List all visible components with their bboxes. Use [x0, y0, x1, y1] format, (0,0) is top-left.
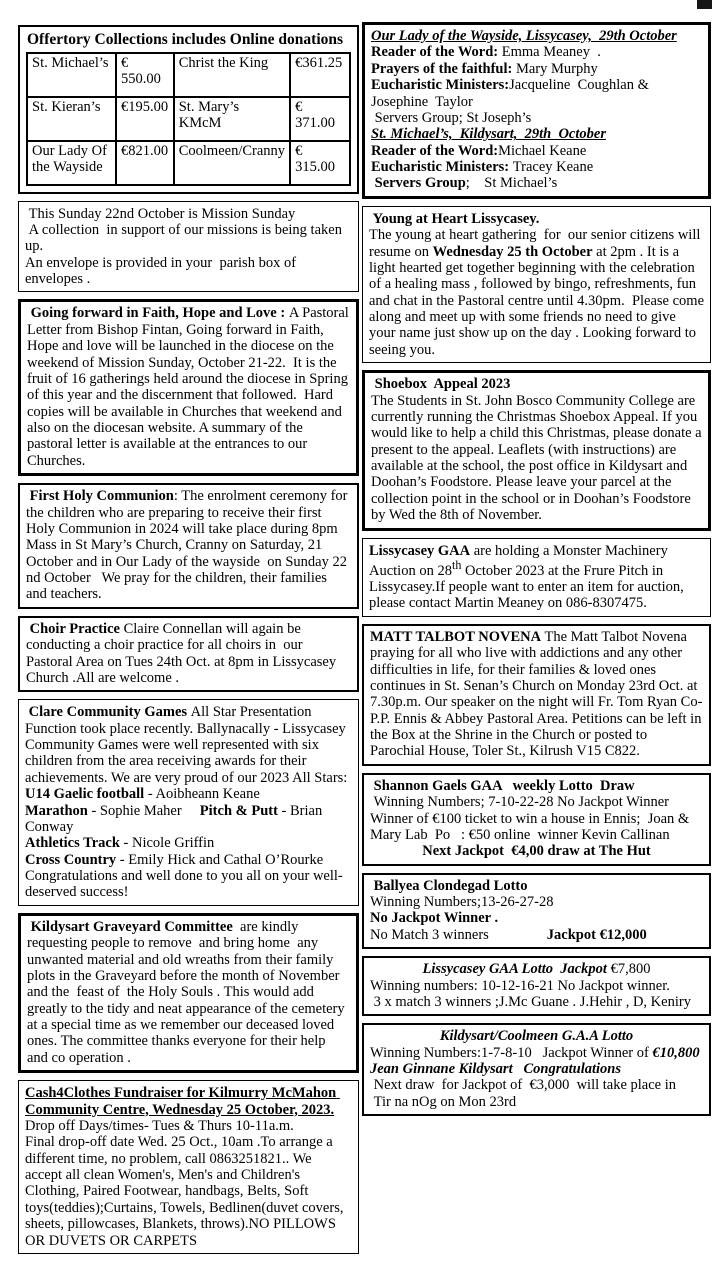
section-paragraph: Lissycasey GAA are holding a Monster Machinery Auction on 28th October 2023 at the Frure Pitch in Lissycasey.If people want to enter an item for auction, please contact Martin Meaney on 086-8307475. [369, 542, 688, 612]
shannon-gaels-lotto-box [362, 773, 711, 866]
offertory-title: Offertory Collections includes Online donations [27, 31, 344, 48]
ministries-rota-box [362, 22, 711, 199]
section-heading: Cash4Clothes Fundraiser for Kilmurry McMahon Community Centre, Wednesday 25 October, 2023. [25, 1085, 340, 1118]
award-line: Cross Country - Emily Hick and Cathal O’Rourke [25, 851, 324, 868]
section-heading: Young at Heart Lissycasey. [369, 210, 540, 227]
table-row [27, 97, 350, 141]
church-name: St. Michael’s [27, 53, 116, 97]
kildysart-coolmeen-lotto-box [362, 1023, 711, 1116]
award-outro: Congratulations and well done to you all on your well-deserved success! [25, 868, 343, 901]
church-name: Coolmeen/Cranny [174, 141, 290, 185]
amount: € 315.00 [290, 141, 350, 185]
rota-line: Prayers of the faithful: Mary Murphy [371, 60, 598, 77]
rota-line: Eucharistic Ministers:Jacqueline Coughlan & Josephine Taylor [371, 77, 653, 110]
amount: € 550.00 [116, 53, 174, 97]
mission-line: An envelope is provided in your parish box of envelopes . [25, 254, 300, 287]
rota-line: Servers Group; St Michael’s [371, 175, 558, 192]
section-paragraph: The Students in St. John Bosco Community College are currently running the Christmas Shoebox Appeal. If you would like to help a child this Christmas, please donate a present to the appeal. Leaflets (with instructions) are available at the school, the post office in Kildysart and Doohan’s Foodstore. Please leave your parcel at the collection point in the school or in Doohan’s Foodstore by Wed the 8th of November. [371, 392, 706, 524]
church-name: Our Lady Of the Wayside [27, 141, 116, 185]
section-paragraph: MATT TALBOT NOVENA The Matt Talbot Novena praying for all who live with addictions and any other difficulties in life, for their families & loved ones continues in St. Senan’s Church on Monday 23rd Oct. at 7.30p.m. Our speaker on the night will Fr. Tom Ryan Co-P.P. Ennis & Abbey Pastoral Area. Petitions can be left in the Box at the Shrine in the Church or posted to Parochial House, Toler St., Kilrush V15 C822. [370, 628, 706, 760]
lotto-line: Winner of €100 ticket to win a house in Ennis; Joan & Mary Lab Po : €50 online winner Kevin Callinan [370, 810, 693, 843]
lotto-line: 3 x match 3 winners ;J.Mc Guane . J.Hehir , D, Keniry [370, 993, 691, 1010]
section-paragraph: First Holy Communion: The enrolment ceremony for the children who are preparing to receive their first Holy Communion in 2024 will take place during 8pm Mass in St Mary’s Church, Cranny on Saturday, 21 October and in Our Lady of the wayside on Sunday 22 nd October We pray for the children, their families and teachers. [26, 488, 352, 603]
church-name: Christ the King [174, 53, 290, 97]
cash4clothes-box [18, 1080, 359, 1254]
section-heading: First Holy Communion [26, 488, 174, 505]
mission-line: This Sunday 22nd October is Mission Sunday [25, 205, 296, 222]
section-heading: MATT TALBOT NOVENA [370, 628, 542, 645]
ballyea-lotto-box [362, 873, 711, 950]
amount: €361.25 [290, 53, 350, 97]
lotto-line: Tir na nOg on Mon 23rd [370, 1093, 517, 1110]
rota-church-header: Our Lady of the Wayside, Lissycasey, 29th October [371, 28, 677, 44]
graveyard-committee-box [18, 913, 359, 1073]
church-name: St. Mary’s KMcM [174, 97, 290, 141]
left-column [18, 0, 359, 1261]
table-row [27, 53, 350, 97]
lotto-line: No Match 3 winners Jackpot €12,000 [370, 926, 647, 943]
rota-line: Reader of the Word:Michael Keane [371, 142, 587, 159]
lotto-next-jackpot: Next Jackpot €4,00 draw at The Hut [422, 843, 651, 860]
amount: € 371.00 [290, 97, 350, 141]
section-heading: Kildysart Graveyard Committee [27, 918, 237, 935]
section-paragraph [25, 1085, 352, 1118]
rota-church-header: St. Michael’s, Kildysart, 29th October [371, 126, 606, 143]
offertory-collections-box [18, 25, 359, 194]
cash4clothes-body: Final drop-off date Wed. 25 Oct., 10am .To arrange a different time, no problem, call 0863251821.. We accept all clean Women's, Men's and Children's Clothing, Paired Footwear, handbags, Belts, Soft toys(teddies);Curtains, Towels, Bedlinen(duvet covers, sheets, pillowcases, Blankets, throws).NO PILLOWS OR DUVETS OR CARPETS [25, 1134, 348, 1249]
community-games-box [18, 699, 359, 906]
shoebox-appeal-box [362, 370, 711, 530]
section-heading: Ballyea Clondegad Lotto [370, 877, 528, 894]
lotto-line: Next draw for Jackpot of €3,000 will take place in [370, 1077, 677, 1094]
first-holy-communion-box [18, 483, 359, 609]
section-heading: Going forward in Faith, Hope and Love : [27, 305, 289, 322]
lotto-line: Winning Numbers; 7-10-22-28 No Jackpot Winner [370, 794, 669, 811]
section-heading: Clare Community Games [25, 704, 191, 721]
award-line: Marathon - Sophie Maher Pitch & Putt - Brian Conway [25, 802, 326, 835]
going-forward-box [18, 299, 359, 476]
section-heading: Choir Practice [26, 620, 124, 637]
matt-talbot-novena-box [362, 624, 711, 766]
section-heading: Shannon Gaels GAA weekly Lotto Draw [370, 777, 635, 794]
rota-line: Servers Group; St Joseph’s [371, 109, 532, 126]
choir-practice-box [18, 616, 359, 693]
section-heading: Shoebox Appeal 2023 [371, 376, 511, 393]
offertory-table [26, 52, 351, 186]
rota-line: Reader of the Word: Emma Meaney . [371, 44, 601, 61]
section-paragraph: Kildysart Graveyard Committee are kindly requesting people to remove and bring home any unwanted material and old wreaths from their family plots in the Graveyard before the month of November and the feast of the Holy Souls . This would add greatly to the tidy and neat appearance of the cemetery at a special time as we remember our deceased loved ones. The committee thanks everyone for their help and co operation . [27, 918, 349, 1066]
lotto-line: No Jackpot Winner . [370, 910, 499, 927]
amount: €195.00 [116, 97, 174, 141]
section-paragraph: The young at heart gathering for our senior citizens will resume on Wednesday 25 th October at 2pm . It is a light hearted get together beginning with the celebration of a healing mass , followed by bingo, refreshments, fun and chat in the Pastoral centre until 4.30pm. Please come along and meet up with some friends no need to give your name just show up on the day . Looking forward to seeing you. [369, 227, 708, 358]
section-paragraph: Choir Practice Claire Connellan will again be conducting a choir practice for all choirs in our Pastoral Area on Tues 24th Oct. at 8pm in Lissycasey Church .All are welcome . [26, 620, 340, 686]
machinery-auction-box [362, 538, 711, 617]
lissycasey-lotto-box [362, 956, 711, 1016]
mission-sunday-box [18, 201, 359, 293]
section-paragraph: Going forward in Faith, Hope and Love : A Pastoral Letter from Bishop Fintan, Going forward in Faith, Hope and love will be launched in the diocese on the weekend of Mission Sunday, October 21-22. It is the fruit of 16 gatherings held around the diocese in Spring of this year and the discernment that followed. Hard copies will be available in Churches that weekend and also on the diocesan website. A summary of the pastoral letter is available at the entrances to our Churches. [27, 305, 353, 469]
cash4clothes-line: Drop off Days/times- Tues & Thurs 10-11a.m. [25, 1117, 294, 1134]
section-heading: Lissycasey GAA Lotto Jackpot €7,800 [422, 961, 651, 978]
award-line: U14 Gaelic football - Aoibheann Keane [25, 786, 260, 803]
rota-line: Eucharistic Ministers: Tracey Keane [371, 159, 594, 175]
lotto-line: Winning Numbers;13-26-27-28 [370, 894, 554, 911]
section-heading: Kildysart/Coolmeen G.A.A Lotto [439, 1028, 634, 1045]
lotto-line: Winning numbers: 10-12-16-21 No Jackpot winner. [370, 977, 670, 994]
section-heading: Lissycasey GAA [369, 542, 471, 559]
section-paragraph: Clare Community Games All Star Presentation Function took place recently. Ballynacally - Lissycasey Community Games were well represented with six children from the area receiving awards for their achievements. We are very proud of our 2023 All Stars: [25, 704, 350, 786]
award-line: Athletics Track - Nicole Griffin [25, 835, 215, 852]
right-column [362, 0, 711, 1123]
table-row [27, 141, 350, 185]
mission-line: A collection in support of our missions is being taken up. [25, 221, 346, 255]
amount: €821.00 [116, 141, 174, 185]
lotto-line: Winning Numbers:1-7-8-10 Jackpot Winner of €10,800 [370, 1044, 700, 1061]
young-at-heart-box [362, 206, 711, 363]
lotto-line: Jean Ginnane Kildysart Congratulations [370, 1061, 621, 1078]
church-name: St. Kieran’s [27, 97, 116, 141]
